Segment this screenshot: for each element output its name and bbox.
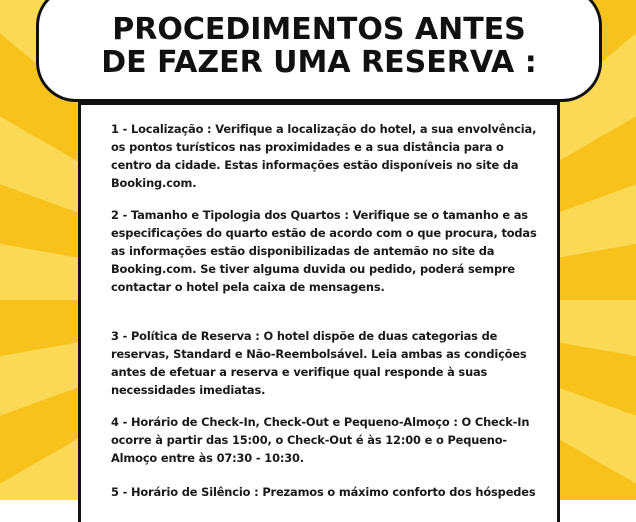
paragraph-horario-checkin: 4 - Horário de Check-In, Check-Out e Pequeno-Almoço : O Check-In ocorre à partir das 15:00, o Check-Out é às 12:00 e o Pequeno- Almoço entre às 07:30 - 10:30. bbox=[111, 415, 530, 465]
content-panel bbox=[78, 102, 560, 522]
paragraph-tamanho-tipologia: 2 - Tamanho e Tipologia dos Quartos : Verifique se o tamanho e as especificações do quarto estão de acordo com o que procura, todas as informações estão disponibilizadas de antemão no site da Booking.com. Se tiver alguma duvida ou pedido, poderá sempre contactar o hotel pela caixa de mensagens. bbox=[111, 208, 537, 294]
title-banner bbox=[36, 0, 602, 102]
paragraph-politica-reserva: 3 - Política de Reserva : O hotel dispõe de duas categorias de reservas, Standard e Não-Reembolsável. Leia ambas as condições antes de efetuar a reserva e verifique qual responde à suas necessidades imediatas. bbox=[111, 329, 527, 397]
paragraph-horario-silencio: 5 - Horário de Silêncio : Prezamos o máximo conforto dos hóspedes bbox=[111, 485, 536, 499]
title-line-1: PROCEDIMENTOS ANTES bbox=[112, 12, 526, 47]
page-title bbox=[39, 13, 599, 79]
title-line-2: DE FAZER UMA RESERVA : bbox=[101, 45, 537, 80]
paragraph-localizacao: 1 - Localização : Verifique a localização do hotel, a sua envolvência, os pontos turísticos nas proximidades e a sua distância para o centro da cidade. Estas informações estão disponíveis no site da Booking.com. bbox=[111, 122, 537, 190]
